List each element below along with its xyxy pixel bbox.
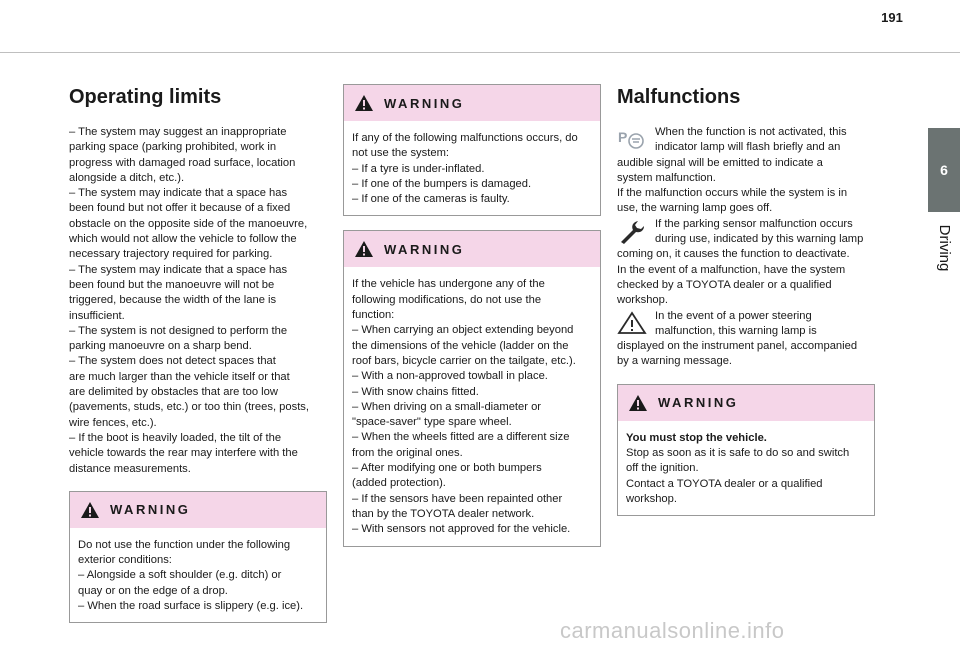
text-line: – With sensors not approved for the vehicle. [352, 523, 571, 536]
text-line: are delimited by obstacles that are too low [69, 386, 278, 399]
section-title-malfunctions: Malfunctions [617, 86, 741, 108]
text-line: following modifications, do not use the [352, 293, 542, 306]
text-line: – If one of the bumpers is damaged. [352, 177, 532, 190]
parking-assist-fault-icon [617, 127, 647, 151]
warning-box-malfunctions [343, 84, 601, 216]
warning-box-modifications [343, 230, 601, 546]
text-line: (pavements, studs, etc.) or too thin (trees, posts, [69, 401, 310, 414]
text-line: quay or on the edge of a drop. [78, 584, 228, 597]
warning-header [618, 385, 874, 421]
text-line: – If a tyre is under-inflated. [352, 162, 485, 175]
page-number: 191 [881, 10, 903, 25]
text-line: exterior conditions: [78, 554, 172, 567]
text-line: malfunction, this warning lamp is [655, 324, 817, 337]
text-line: When the function is not activated, this [655, 126, 847, 138]
icon-row [617, 217, 875, 248]
text-line: use, the warning lamp goes off. [617, 202, 773, 215]
warning-title: WARNING [384, 241, 465, 257]
text-line: vehicle towards the rear may interfere with the [69, 447, 298, 460]
warning-header [70, 492, 326, 528]
wrench-icon [617, 219, 647, 245]
steering-text [655, 309, 817, 340]
text-line: – When carrying an object extending beyond [352, 324, 574, 337]
text-line: by a warning message. [617, 355, 733, 368]
text-line: – When the road surface is slippery (e.g. ice). [78, 600, 304, 613]
warning-body [344, 267, 600, 545]
icon-row [617, 125, 875, 156]
text-line: (added protection). [352, 477, 446, 490]
text-line: triggered, because the width of the lane is [69, 294, 277, 307]
warning-triangle-outline-icon [617, 311, 647, 335]
text-line: system malfunction. [617, 171, 716, 184]
text-line: In the event of a power steering [655, 309, 812, 322]
text-line: "space-saver" type spare wheel. [352, 416, 512, 429]
text-line: workshop. [617, 294, 668, 307]
text-line: insufficient. [69, 309, 125, 322]
header-divider [0, 52, 960, 53]
text-line: – With snow chains fitted. [352, 385, 479, 398]
chapter-label: Driving [936, 224, 953, 272]
icon-row [617, 309, 875, 340]
text-line: which would not allow the vehicle to follow the [69, 233, 297, 246]
text-line: – The system is not designed to perform the [69, 324, 288, 337]
text-line: been found but not offer it because of a fixed [69, 202, 291, 215]
svg-text:P: P [618, 129, 628, 145]
text-line: – The system may indicate that a space has [69, 187, 288, 200]
malfunction-block-sensor [617, 217, 875, 309]
malfunction-block-steering [617, 309, 875, 370]
text-line: In the event of a malfunction, have the system [617, 263, 846, 276]
text-line: – The system may indicate that a space has [69, 263, 288, 276]
chapter-tab[interactable]: 6 [928, 128, 960, 212]
text-line: – If the boot is heavily loaded, the tilt of the [69, 431, 282, 444]
text-line: – If one of the cameras is faulty. [352, 193, 510, 206]
text-line: – Alongside a soft shoulder (e.g. ditch) or [78, 569, 282, 582]
text-line: off the ignition. [626, 462, 699, 475]
column-warnings [343, 84, 601, 547]
warning-triangle-icon [354, 240, 374, 258]
text-line: progress with damaged road surface, location [69, 156, 296, 169]
text-line: not use the system: [352, 147, 450, 160]
text-line: If the malfunction occurs while the system is in [617, 187, 848, 200]
text-line: parking manoeuvre on a sharp bend. [69, 340, 252, 353]
column-operating-limits [69, 80, 327, 623]
text-line: during use, indicated by this warning lamp [655, 233, 864, 246]
warning-box-exterior-conditions [69, 491, 327, 623]
text-line: parking space (parking prohibited, work in [69, 141, 277, 154]
column-malfunctions [617, 80, 875, 516]
indicator-text [655, 125, 847, 156]
text-line: distance measurements. [69, 462, 191, 475]
warning-title: WARNING [110, 502, 191, 518]
warning-body [344, 121, 600, 215]
warning-triangle-icon [80, 501, 100, 519]
operating-limits-text [69, 125, 327, 477]
text-line: are much larger than the vehicle itself or that [69, 370, 290, 383]
warning-emphasis: You must stop the vehicle. [626, 431, 767, 444]
warning-title: WARNING [384, 95, 465, 111]
text-line: obstacle on the opposite side of the manoeuvre, [69, 217, 308, 230]
text-line: – With a non-approved towball in place. [352, 370, 548, 383]
text-line: than by the TOYOTA dealer network. [352, 507, 535, 520]
warning-header [344, 231, 600, 267]
text-line: alongside a ditch, etc.). [69, 171, 185, 184]
malfunction-block-indicator [617, 125, 875, 217]
text-line: audible signal will be emitted to indicate a [617, 156, 823, 169]
text-line: indicator lamp will flash briefly and an [655, 141, 841, 154]
text-line: roof bars, bicycle carrier on the tailgate, etc.). [352, 354, 576, 367]
text-line: been found but the manoeuvre will not be [69, 278, 275, 291]
text-line: – The system may suggest an inappropriate [69, 126, 287, 138]
text-line: coming on, it causes the function to deactivate. [617, 248, 850, 261]
text-line: Do not use the function under the following [78, 538, 291, 551]
warning-box-stop-vehicle [617, 384, 875, 516]
text-line: workshop. [626, 492, 677, 505]
text-line: – The system does not detect spaces that [69, 355, 276, 368]
text-line: from the original ones. [352, 446, 463, 459]
warning-body [618, 421, 874, 515]
warning-title: WARNING [658, 395, 739, 411]
text-line: necessary trajectory required for parking. [69, 248, 273, 261]
warning-header [344, 85, 600, 121]
text-line: If the vehicle has undergone any of the [352, 278, 545, 291]
warning-triangle-icon [628, 394, 648, 412]
warning-body [70, 528, 326, 622]
section-title-operating-limits: Operating limits [69, 86, 222, 108]
text-line: displayed on the instrument panel, accompanied [617, 340, 858, 353]
text-line: checked by a TOYOTA dealer or a qualified [617, 278, 832, 291]
text-line: – After modifying one or both bumpers [352, 462, 542, 475]
sensor-text [655, 217, 863, 248]
text-line: – When the wheels fitted are a different size [352, 431, 570, 444]
text-line: function: [352, 309, 395, 322]
text-line: the dimensions of the vehicle (ladder on the [352, 339, 569, 352]
warning-triangle-icon [354, 94, 374, 112]
text-line: If the parking sensor malfunction occurs [655, 217, 853, 230]
text-line: wire fences, etc.). [69, 416, 157, 429]
text-line: Stop as soon as it is safe to do so and switch [626, 447, 850, 460]
text-line: If any of the following malfunctions occurs, do [352, 132, 578, 144]
text-line: Contact a TOYOTA dealer or a qualified [626, 477, 823, 490]
watermark: carmanualsonline.info [560, 618, 785, 643]
text-line: – When driving on a small-diameter or [352, 400, 542, 413]
text-line: – If the sensors have been repainted other [352, 492, 563, 505]
